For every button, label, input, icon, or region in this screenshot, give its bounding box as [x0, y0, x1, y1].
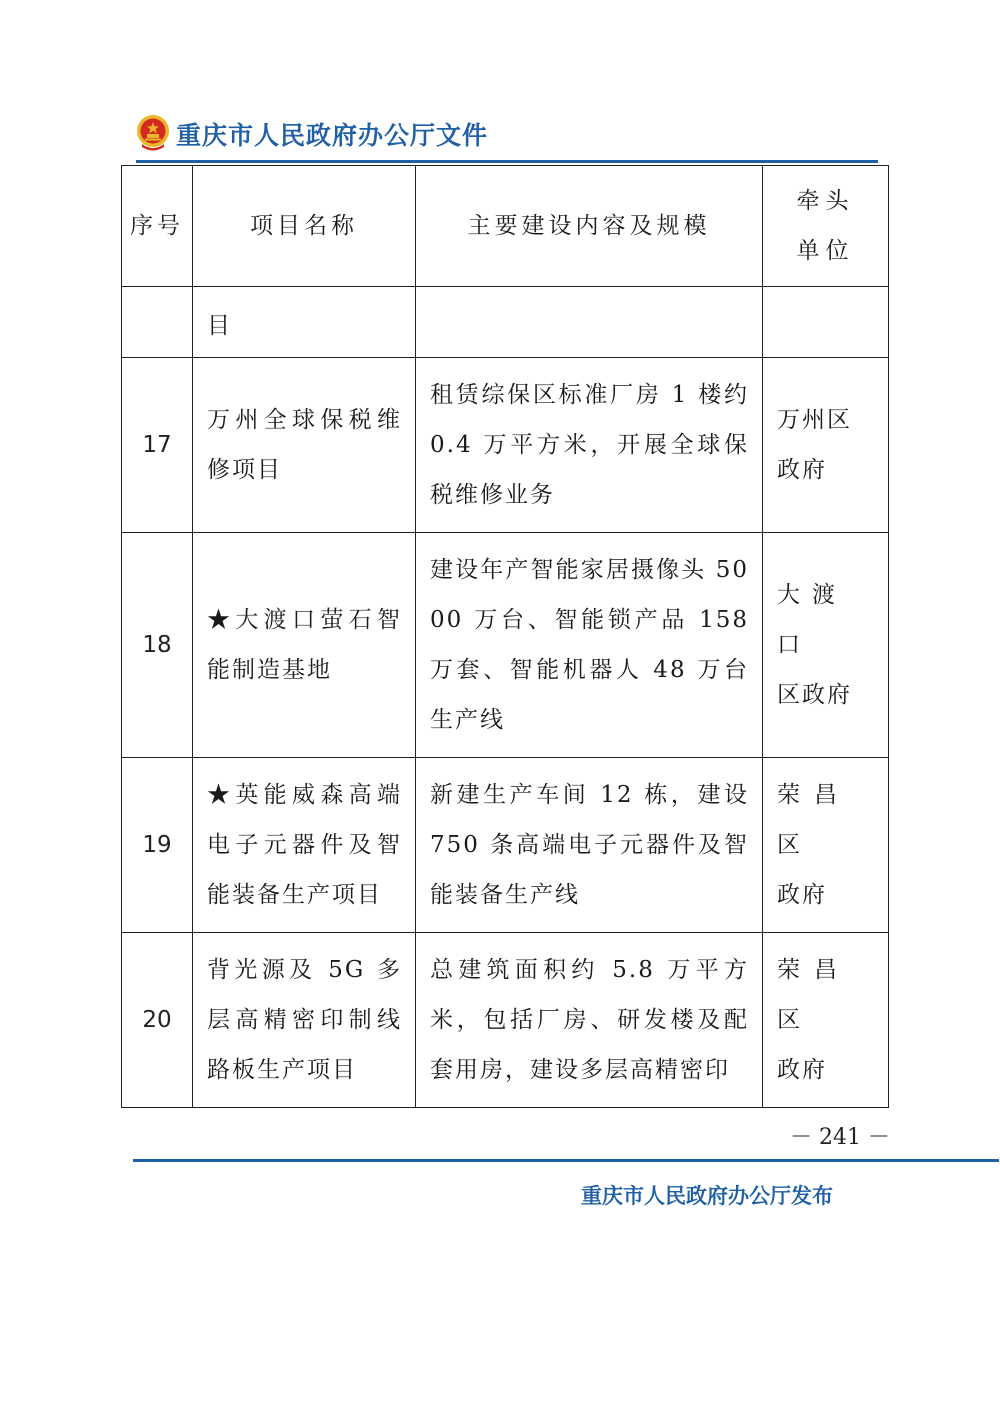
project-content: 新建生产车间 12 栋，建设 750 条高端电子元器件及智能装备生产线 [430, 782, 749, 908]
column-header-name [193, 166, 416, 287]
project-name-cell [193, 533, 416, 758]
footer-publisher: 重庆市人民政府办公厅发布 [581, 1184, 833, 1208]
lead-unit-line1: 万州区 [777, 407, 852, 433]
lead-unit-line1: 大渡口 [777, 582, 847, 658]
continuation-name [193, 287, 416, 358]
column-header-content [416, 166, 763, 287]
project-content-cell [416, 533, 763, 758]
continuation-name-text: 目 [207, 313, 232, 339]
page-number: － 241 － [790, 1125, 890, 1150]
project-content: 建设年产智能家居摄像头 5000 万台、智能锁产品 158 万套、智能机器人 48 万台生产线 [430, 557, 749, 733]
continuation-lead [763, 287, 889, 358]
lead-unit-cell [763, 533, 889, 758]
continuation-content [416, 287, 763, 358]
project-content-cell [416, 758, 763, 933]
project-content: 总建筑面积约 5.8 万平方米，包括厂房、研发楼及配套用房，建设多层高精密印 [430, 957, 749, 1083]
row-number: 20 [122, 933, 193, 1108]
document-header [136, 110, 876, 160]
project-name-cell [193, 758, 416, 933]
footer-divider [133, 1159, 999, 1162]
lead-unit-line1: 荣昌区 [777, 957, 851, 1033]
column-header-no-label: 序号 [130, 213, 184, 239]
header-title: 重庆市人民政府办公厅文件 [176, 121, 489, 150]
project-content-cell [416, 933, 763, 1108]
lead-unit-cell [763, 358, 889, 533]
header-divider [136, 160, 878, 163]
national-emblem-icon [136, 114, 170, 152]
column-header-lead [763, 166, 889, 287]
column-header-name-label: 项目名称 [250, 213, 358, 239]
lead-unit-line2: 政府 [777, 882, 827, 908]
project-content-cell [416, 358, 763, 533]
project-name-cell [193, 933, 416, 1108]
table-row [122, 533, 889, 758]
row-number: 19 [122, 758, 193, 933]
project-content: 租赁综保区标准厂房 1 楼约 0.4 万平方米，开展全球保税维修业务 [430, 382, 749, 508]
project-name: 背光源及 5G 多层高精密印制线路板生产项目 [207, 957, 402, 1083]
lead-unit-line2: 政府 [777, 457, 827, 483]
project-name: 万州全球保税维修项目 [207, 407, 402, 483]
row-number: 18 [122, 533, 193, 758]
table-row [122, 758, 889, 933]
column-header-no [122, 166, 193, 287]
column-header-content-label: 主要建设内容及规模 [467, 213, 711, 239]
lead-unit-line2: 政府 [777, 1057, 827, 1083]
table-header-row [122, 166, 889, 287]
row-number: 17 [122, 358, 193, 533]
project-name-cell [193, 358, 416, 533]
project-name: ★英能威森高端电子元器件及智能装备生产项目 [207, 782, 402, 908]
project-name: ★大渡口萤石智能制造基地 [207, 607, 402, 683]
table-row [122, 933, 889, 1108]
lead-unit-cell [763, 933, 889, 1108]
project-table [121, 165, 889, 1108]
lead-unit-cell [763, 758, 889, 933]
continuation-no [122, 287, 193, 358]
lead-unit-line2: 区政府 [777, 682, 852, 708]
table-row-continuation [122, 287, 889, 358]
table-row [122, 358, 889, 533]
lead-unit-line1: 荣昌区 [777, 782, 851, 858]
column-header-lead-label: 牵头单位 [796, 188, 855, 264]
